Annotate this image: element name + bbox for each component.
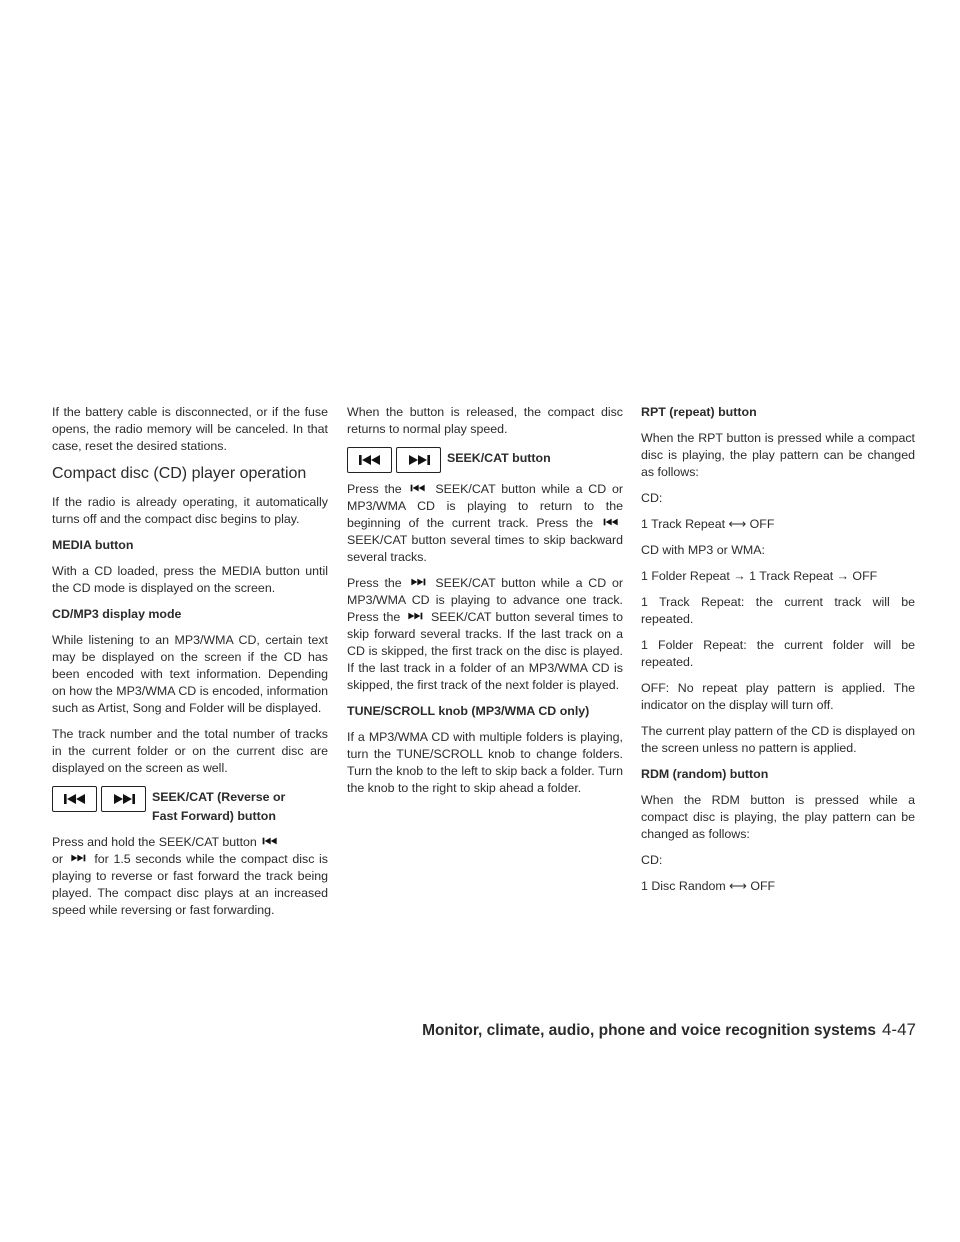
press-hold-text-c: for 1.5 seconds while the compact disc is playing to reverse or fast forward the track being played. The compact disc plays at an increased speed while reversing or fast forwarding. (52, 852, 328, 917)
media-button-paragraph: With a CD loaded, press the MEDIA button until the CD mode is displayed on the screen. (52, 564, 328, 595)
skip-forward-icon (407, 454, 431, 466)
tune-scroll-heading: TUNE/SCROLL knob (MP3/WMA CD only) (347, 704, 590, 718)
middle-column (347, 404, 623, 806)
press-reverse-text-b: SEEK/CAT button while a CD or MP3/WMA CD is playing to return to the beginning of the current track. Press the (347, 482, 623, 530)
press-forward-text-c: SEEK/CAT button several times to skip forward several tracks. If the last track on a CD is skipped, the first track on the disc is played. If the last track in a folder of an MP3/WMA CD is skipped, the first track of the next folder is played. (347, 610, 623, 692)
seek-reverse-button (347, 447, 392, 473)
rdm-cd-pattern: 1 Disc Random ⟷ OFF (641, 879, 776, 893)
press-reverse-text-c: SEEK/CAT button several times to skip backward several tracks. (347, 533, 623, 564)
battery-paragraph: If the battery cable is disconnected, or if the fuse opens, the radio memory will be canceled. In that case, reset the desired stations. (52, 405, 328, 453)
seek-buttons-figure (52, 786, 328, 826)
rpt-mp3-label: CD with MP3 or WMA: (641, 543, 765, 557)
display-mode-heading: CD/MP3 display mode (52, 607, 182, 621)
rpt-paragraph: When the RPT button is pressed while a compact disc is playing, the play pattern can be changed as follows: (641, 431, 915, 479)
footer-chapter-title: Monitor, climate, audio, phone and voice recognition systems (422, 1022, 876, 1039)
track-repeat-note: 1 Track Repeat: the current track will be repeated. (641, 595, 915, 626)
right-column (641, 404, 915, 904)
seek-reverse-button (52, 786, 97, 812)
press-hold-text-a: Press and hold the SEEK/CAT button (52, 835, 257, 849)
cd-intro-paragraph: If the radio is already operating, it automatically turns off and the compact disc begins to play. (52, 495, 328, 526)
press-forward-paragraph (347, 575, 623, 694)
seek-caption-line2: Fast Forward) button (152, 809, 276, 823)
press-hold-text-b: or (52, 852, 64, 866)
seek-caption-line1: SEEK/CAT (Reverse or (152, 790, 286, 804)
rdm-heading: RDM (random) button (641, 767, 769, 781)
display-mode-paragraph: While listening to an MP3/WMA CD, certain text may be displayed on the screen if the CD has been encoded with text information. Depending on how the MP3/WMA CD is encoded, information such as Artist, Song and Folder will be displayed. (52, 633, 328, 715)
skip-forward-icon (112, 793, 136, 805)
rpt-cd-pattern: 1 Track Repeat ⟷ OFF (641, 517, 775, 531)
rdm-cd-label: CD: (641, 853, 663, 867)
release-paragraph: When the button is released, the compact disc returns to normal play speed. (347, 405, 623, 436)
tune-scroll-paragraph: If a MP3/WMA CD with multiple folders is playing, turn the TUNE/SCROLL knob to change folders. Turn the knob to the left to skip back a folder. Turn the knob to the right to skip ahead a folder. (347, 730, 623, 795)
press-reverse-paragraph (347, 481, 623, 566)
press-forward-text-b: SEEK/CAT button while a CD or MP3/WMA CD is playing to advance one track. Press the (347, 576, 623, 624)
rpt-mp3-pattern: 1 Folder Repeat → 1 Track Repeat → OFF (641, 569, 878, 583)
track-number-paragraph: The track number and the total number of tracks in the current folder or on the current disc are displayed on the screen as well. (52, 727, 328, 775)
seek-forward-button (396, 447, 441, 473)
seek-button-caption: SEEK/CAT button (447, 451, 551, 465)
rpt-heading: RPT (repeat) button (641, 405, 757, 419)
seek-forward-button (101, 786, 146, 812)
skip-back-icon (358, 454, 382, 466)
rpt-cd-label: CD: (641, 491, 663, 505)
page-number: 4-47 (881, 1020, 916, 1039)
section-title: Compact disc (CD) player operation (52, 465, 307, 482)
media-button-heading: MEDIA button (52, 538, 134, 552)
folder-repeat-note: 1 Folder Repeat: the current folder will be repeated. (641, 638, 915, 669)
seek-buttons-caption (152, 786, 285, 826)
current-pattern-note: The current play pattern of the CD is displayed on the screen unless no pattern is applied. (641, 724, 915, 755)
press-hold-paragraph (52, 834, 328, 919)
page-footer (422, 1020, 916, 1040)
press-reverse-text-a: Press the (347, 482, 402, 496)
off-note: OFF: No repeat play pattern is applied. The indicator on the display will turn off. (641, 681, 915, 712)
rdm-paragraph: When the RDM button is pressed while a compact disc is playing, the play pattern can be changed as follows: (641, 793, 915, 841)
press-forward-text-a: Press the (347, 576, 402, 590)
skip-back-icon (63, 793, 87, 805)
left-column (52, 404, 328, 928)
seek-buttons-figure-2 (347, 447, 623, 473)
